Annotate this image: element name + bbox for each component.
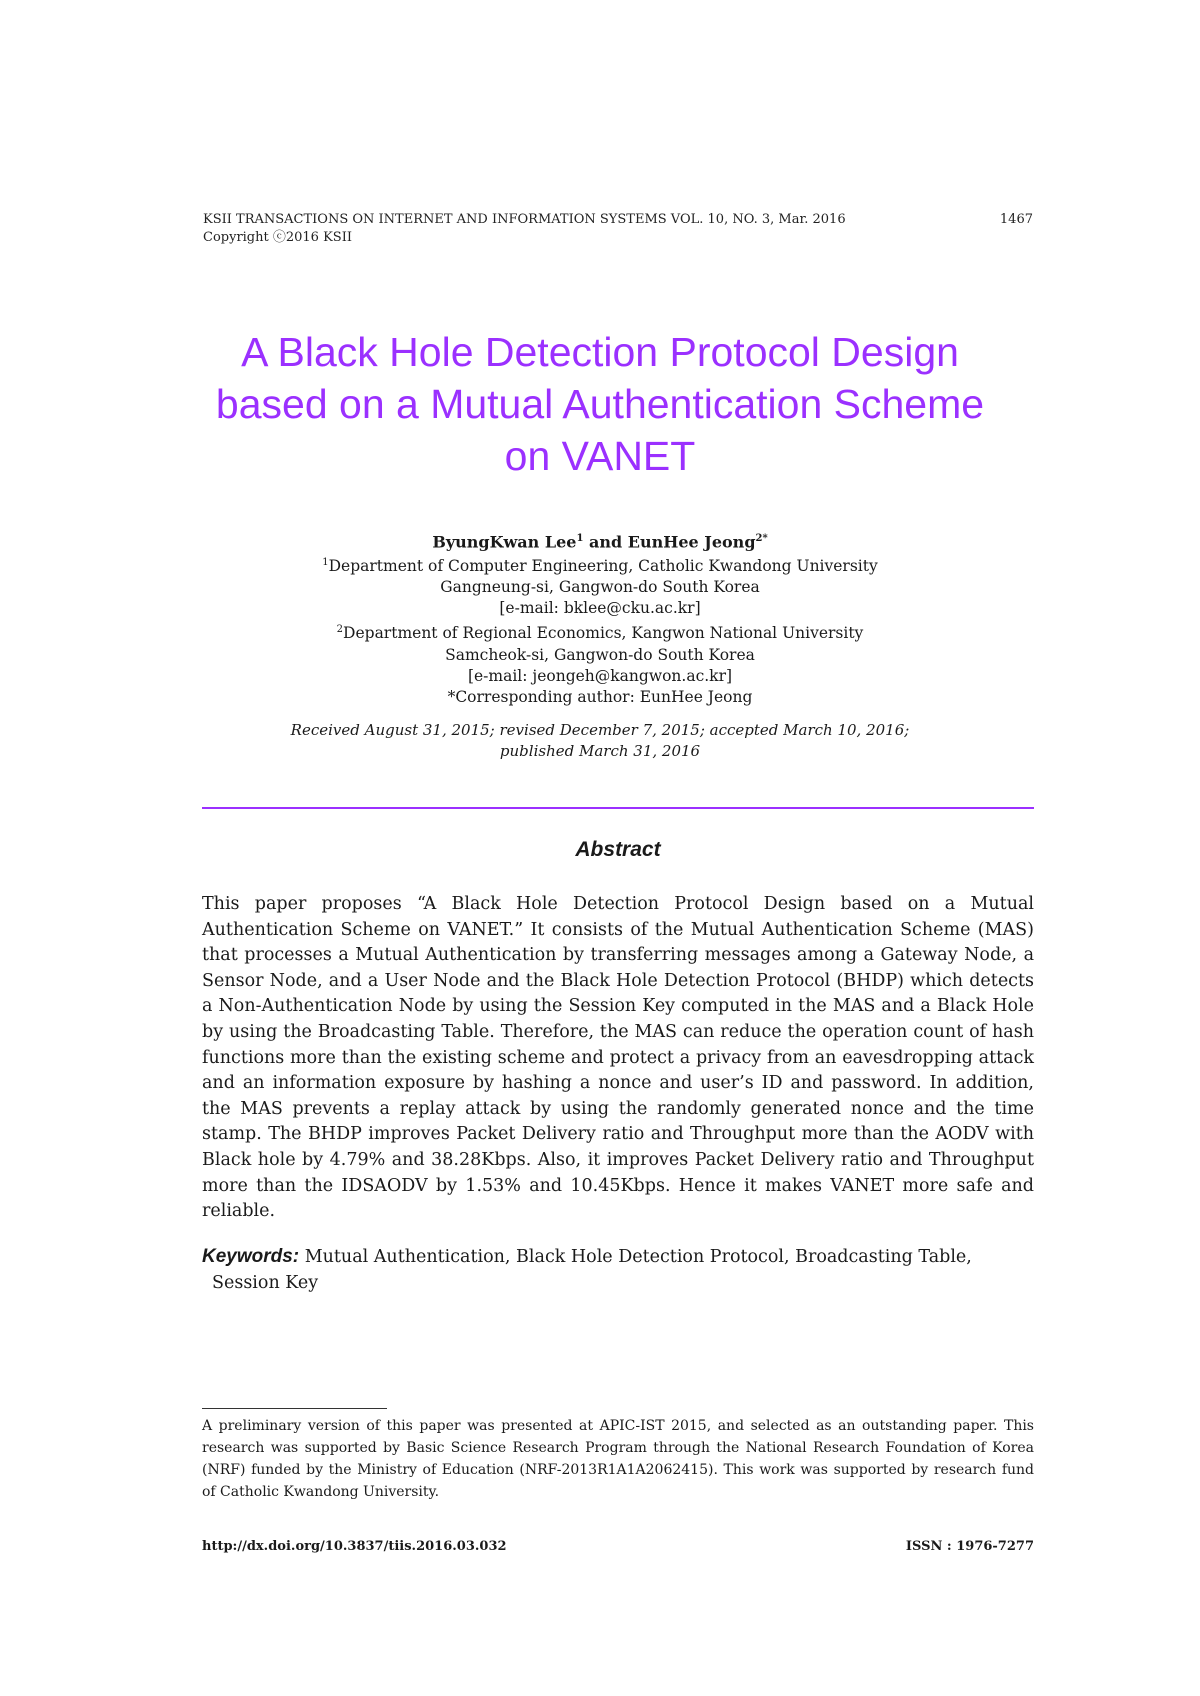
affiliation-2-city: Samcheok-si, Gangwon-do South Korea bbox=[445, 645, 755, 664]
paper-title bbox=[150, 326, 1050, 482]
footnote: A preliminary version of this paper was presented at APIC-IST 2015, and selected as an outstanding paper. This research was supported by Basic Science Research Program through the National Research Foundation of Korea (NRF) funded by the Ministry of Education (NRF-2013R1A1A2062415). This work was supported by research fund of Catholic Kwandong University. bbox=[202, 1418, 1034, 1500]
section-divider bbox=[202, 807, 1034, 809]
running-header bbox=[203, 211, 1033, 247]
author-1-name: ByungKwan Lee bbox=[432, 532, 577, 552]
title-line-3: on VANET bbox=[504, 433, 696, 479]
keywords-label: Keywords: bbox=[202, 1246, 300, 1267]
author-2-sup: 2* bbox=[755, 533, 768, 544]
keywords-line-2: Session Key bbox=[212, 1273, 319, 1293]
copyright-line: Copyright ⓒ2016 KSII bbox=[203, 230, 352, 245]
affiliation-2-email: [e-mail: jeongeh@kangwon.ac.kr] bbox=[467, 666, 733, 685]
doi-link[interactable]: http://dx.doi.org/10.3837/tiis.2016.03.032 bbox=[202, 1539, 507, 1554]
journal-line: KSII TRANSACTIONS ON INTERNET AND INFORMATION SYSTEMS VOL. 10, NO. 3, Mar. 2016 bbox=[203, 212, 846, 227]
affiliation-1-email: [e-mail: bklee@cku.ac.kr] bbox=[499, 599, 701, 618]
title-line-1: A Black Hole Detection Protocol Design bbox=[241, 329, 959, 375]
dates-line-1: Received August 31, 2015; revised December 7, 2015; accepted March 10, 2016; bbox=[290, 721, 910, 739]
author-block bbox=[250, 528, 950, 708]
author-1-sup: 1 bbox=[576, 533, 584, 544]
author-names bbox=[250, 528, 950, 552]
keywords-block bbox=[202, 1244, 1034, 1296]
author-conjunction: and bbox=[583, 532, 628, 552]
keywords-line-1: Mutual Authentication, Black Hole Detection Protocol, Broadcasting Table, bbox=[299, 1247, 972, 1267]
affiliation-2-dept: $^2$Department of Regional Economics, Kangwon National University bbox=[336, 624, 864, 643]
affiliation-1-dept: $^1$Department of Computer Engineering, Catholic Kwandong University bbox=[322, 557, 878, 576]
footnote-divider bbox=[202, 1408, 387, 1409]
dates-line-2: published March 31, 2016 bbox=[499, 742, 701, 760]
page-number: 1467 bbox=[999, 212, 1033, 227]
abstract-body: This paper proposes “A Black Hole Detection Protocol Design based on a Mutual Authentication Scheme on VANET.” It consists of the Mutual Authentication Scheme (MAS) that processes a Mutual Authentication by transferring messages among a Gateway Node, a Sensor Node, and a User Node and the Black Hole Detection Protocol (BHDP) which detects a Non-Authentication Node by using the Session Key computed in the MAS and a Black Hole by using the Broadcasting Table. Therefore, the MAS can reduce the operation count of hash functions more than the existing scheme and protect a privacy from an eavesdropping attack and an information exposure by hashing a nonce and user’s ID and password. In addition, the MAS prevents a replay attack by using the randomly generated nonce and the time stamp. The BHDP improves Packet Delivery ratio and Throughput more than the AODV with Black hole by 4.79% and 38.28Kbps. Also, it improves Packet Delivery ratio and Throughput more than the IDSAODV by 1.53% and 10.45Kbps. Hence it makes VANET more safe and reliable. bbox=[202, 894, 1034, 1222]
issn: ISSN : 1976-7277 bbox=[905, 1539, 1034, 1554]
author-2-name: EunHee Jeong bbox=[627, 532, 756, 552]
corresponding-author: *Corresponding author: EunHee Jeong bbox=[447, 687, 753, 706]
publication-dates bbox=[250, 720, 950, 762]
abstract-heading: Abstract bbox=[575, 838, 661, 861]
title-line-2: based on a Mutual Authentication Scheme bbox=[215, 381, 985, 427]
affiliation-1-city: Gangneung-si, Gangwon-do South Korea bbox=[440, 578, 760, 597]
